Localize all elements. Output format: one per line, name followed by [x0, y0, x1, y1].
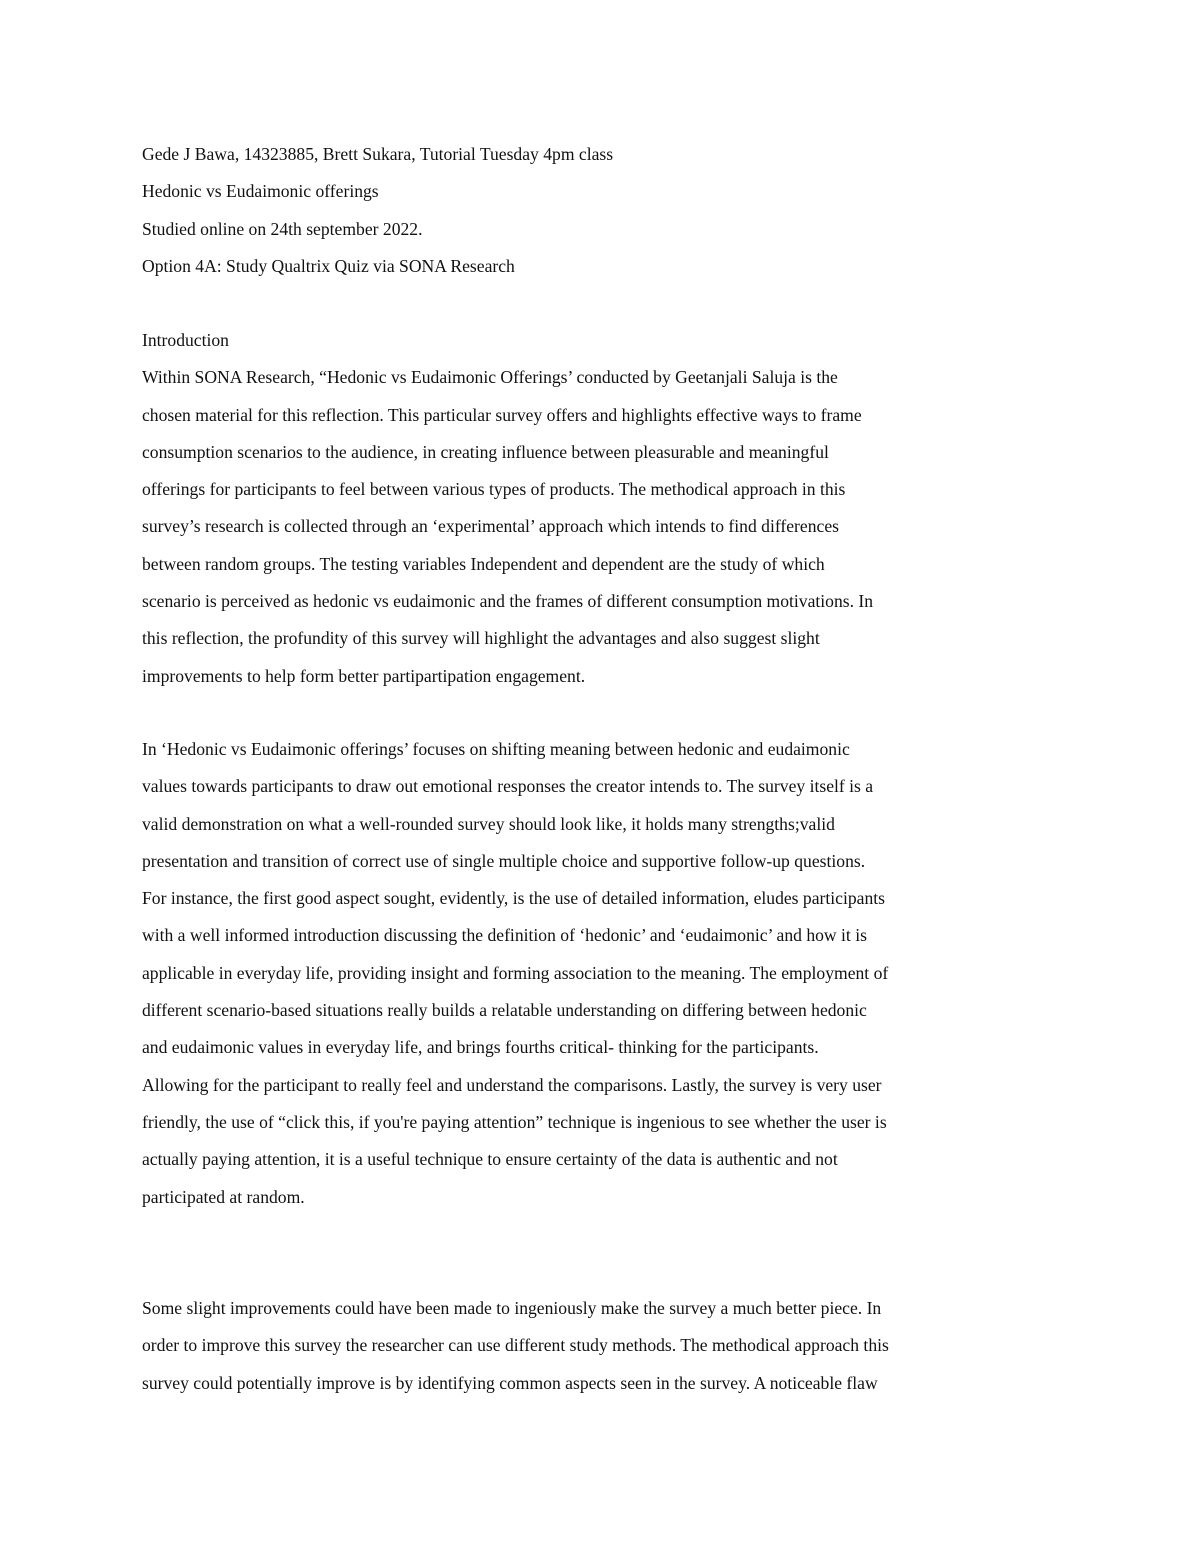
document-title: Hedonic vs Eudaimonic offerings [142, 181, 379, 202]
paragraph-line: and eudaimonic values in everyday life, and brings fourths critical- thinking for the participants. [142, 1037, 819, 1058]
paragraph-line: friendly, the use of “click this, if you're paying attention” technique is ingenious to see whether the user is [142, 1111, 887, 1132]
paragraph-line: Within SONA Research, “Hedonic vs Eudaimonic Offerings’ conducted by Geetanjali Saluja is the [142, 367, 838, 388]
paragraph-line: chosen material for this reflection. This particular survey offers and highlights effective ways to frame [142, 404, 862, 425]
paragraph-line: survey’s research is collected through an ‘experimental’ approach which intends to find differences [142, 516, 839, 537]
document-header [142, 136, 1082, 285]
paragraph-line: presentation and transition of correct use of single multiple choice and supportive follow-up questions. [142, 850, 866, 871]
introduction-heading: Introduction [142, 330, 229, 350]
paragraph-line: scenario is perceived as hedonic vs eudaimonic and the frames of different consumption motivations. In [142, 591, 874, 612]
paragraph-line: order to improve this survey the researcher can use different study methods. The methodical approach this [142, 1335, 889, 1356]
paragraph-line: offerings for participants to feel between various types of products. The methodical approach in this [142, 479, 846, 500]
paragraph-line: Some slight improvements could have been made to ingeniously make the survey a much better piece. In [142, 1298, 882, 1318]
paragraph-line: with a well informed introduction discussing the definition of ‘hedonic’ and ‘eudaimonic’ and how it is [142, 925, 867, 946]
paragraph-line: actually paying attention, it is a useful technique to ensure certainty of the data is authentic and not [142, 1149, 838, 1170]
paragraph-line: survey could potentially improve is by identifying common aspects seen in the survey. A noticeable flaw [142, 1372, 878, 1393]
strengths-paragraph [142, 731, 1082, 1216]
improvements-paragraph [142, 1290, 1082, 1402]
paragraph-line: this reflection, the profundity of this survey will highlight the advantages and also suggest slight [142, 628, 820, 649]
paragraph-line: In ‘Hedonic vs Eudaimonic offerings’ focuses on shifting meaning between hedonic and eudaimonic [142, 739, 850, 759]
paragraph-line: applicable in everyday life, providing insight and forming association to the meaning. The employment of [142, 962, 889, 983]
study-date-line: Studied online on 24th september 2022. [142, 218, 423, 239]
paragraph-line: consumption scenarios to the audience, in creating influence between pleasurable and meaningful [142, 441, 829, 462]
paragraph-line: between random groups. The testing variables Independent and dependent are the study of which [142, 553, 825, 574]
paragraph-line: values towards participants to draw out emotional responses the creator intends to. The survey itself is a [142, 776, 874, 797]
paragraph-line: valid demonstration on what a well-rounded survey should look like, it holds many strengths;valid [142, 813, 835, 834]
author-info-line: Gede J Bawa, 14323885, Brett Sukara, Tutorial Tuesday 4pm class [142, 144, 614, 164]
paragraph-line: For instance, the first good aspect sought, evidently, is the use of detailed information, eludes participants [142, 888, 885, 909]
paragraph-line: participated at random. [142, 1186, 305, 1207]
paragraph-line: Allowing for the participant to really feel and understand the comparisons. Lastly, the survey is very user [142, 1074, 882, 1095]
introduction-section [142, 322, 1082, 695]
study-option-line: Option 4A: Study Qualtrix Quiz via SONA Research [142, 255, 515, 276]
paragraph-line: improvements to help form better partipartipation engagement. [142, 665, 586, 686]
paragraph-line: different scenario-based situations really builds a relatable understanding on differing between hedonic [142, 1000, 867, 1021]
